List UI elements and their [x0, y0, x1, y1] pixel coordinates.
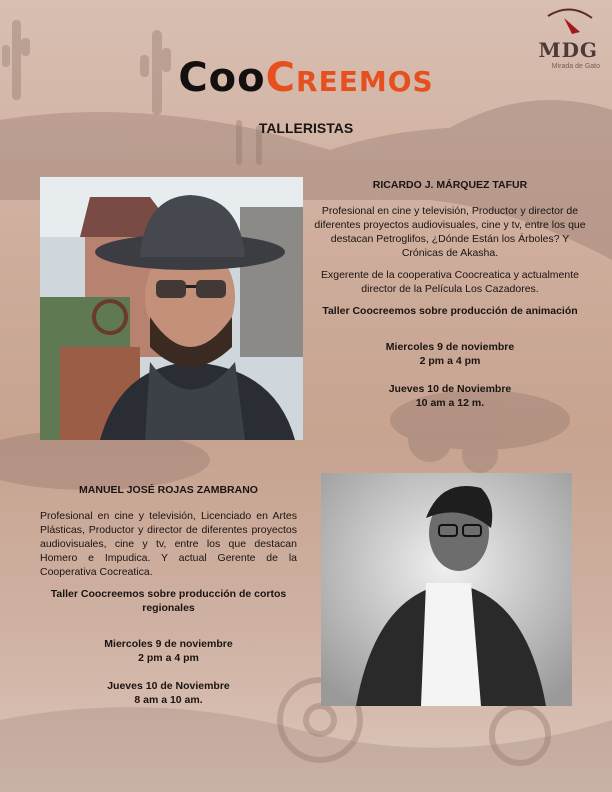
session1-time: 2 pm a 4 pm: [419, 355, 481, 367]
logo-part-creemos: Creemos: [265, 55, 434, 101]
tallerista-name: RICARDO J. MÁRQUEZ TAFUR: [372, 179, 528, 191]
coocreemos-logo: [0, 55, 612, 101]
session2-day: Jueves 10 de Noviembre: [107, 680, 230, 692]
workshop-title: Taller Coocreemos sobre producción de animación: [322, 305, 578, 317]
tallerista-2: [40, 483, 297, 707]
tallerista-bio: Profesional en cine y televisión, Licenciado en Artes Plásticas, Productor y director de diferentes proyectos audiovisuales, cine y tv, entre los que destacan Homero e Impudica. Y actual Gerente de la Cooperativa Cocreatica.: [40, 510, 297, 578]
tallerista-1: [314, 178, 586, 410]
tallerista-bio: Profesional en cine y televisión, Productor y director de diferentes proyectos audiovisuales, cine y tv, entre los que destacan Petroglifos, ¿Dónde Están los Árboles? Y Crónicas de Akasha.: [314, 205, 586, 259]
session1-day: Miercoles 9 de noviembre: [104, 638, 233, 650]
tallerista-name: MANUEL JOSÉ ROJAS ZAMBRANO: [79, 484, 258, 496]
session1-time: 2 pm a 4 pm: [138, 652, 199, 664]
logo-part-coo: Coo: [178, 55, 266, 101]
photo-ricardo: [40, 177, 303, 440]
mdg-logo-text: MDG: [538, 38, 598, 62]
session2-day: Jueves 10 de Noviembre: [388, 383, 512, 395]
section-title: TALLERISTAS: [258, 120, 354, 136]
session1-day: Miercoles 9 de noviembre: [385, 341, 515, 353]
session2-time: 10 am a 12 m.: [415, 397, 485, 409]
session2-time: 8 am a 10 am.: [134, 694, 203, 706]
workshop-title: Taller Coocreemos sobre producción de cortos regionales: [50, 588, 287, 614]
mdg-logo-subtext: Mirada de Gato: [551, 63, 600, 70]
photo-manuel: [321, 473, 572, 706]
tallerista-bio-extra: Exgerente de la cooperativa Coocreatica y actualmente director de la Película Los Cazadores.: [321, 269, 579, 295]
